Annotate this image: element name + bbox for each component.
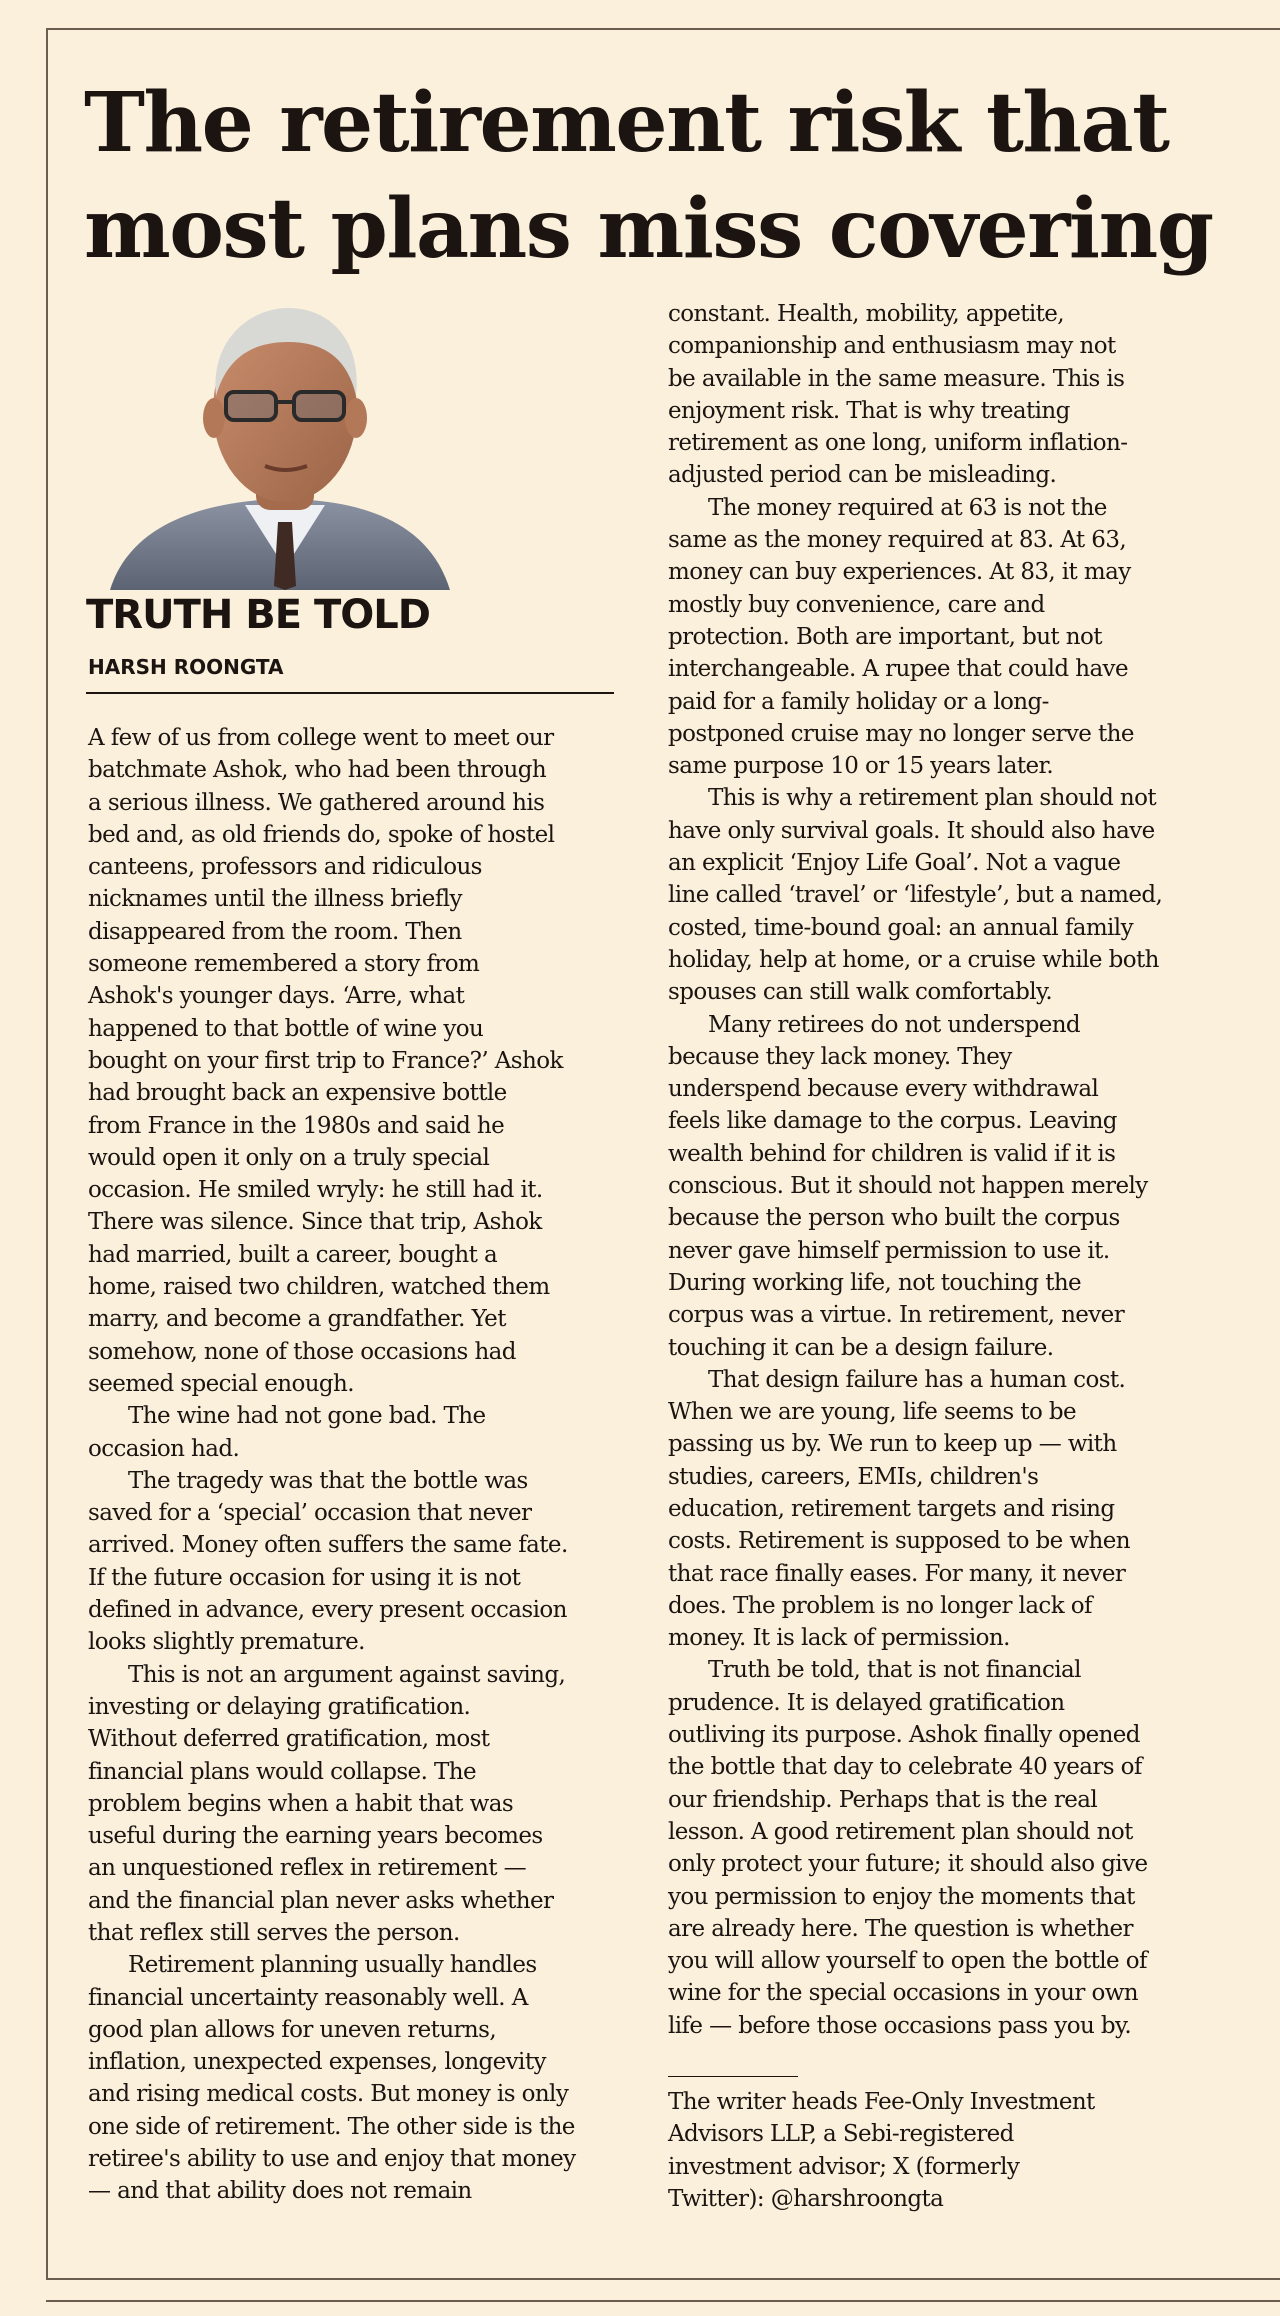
article-body-left-column [88, 722, 648, 2208]
body-paragraph: Retirement planning usually handles financial uncertainty reasonably well. A good plan allows for uneven returns, inflation, unexpected expenses, longevity and rising medical costs. But money is only one side of retirement. The other side is the retiree's ability to use and enjoy that money — and that ability does not remain [88, 1952, 576, 2205]
body-paragraph: This is why a retirement plan should not have only survival goals. It should also have an explicit ‘Enjoy Life Goal’. Not a vague line called ‘travel’ or ‘lifestyle’, but a named, costed, time-bound goal: an annual family holiday, help at home, or a cruise while both spouses can still walk comfortably. [668, 785, 1163, 1006]
column-title: TRUTH BE TOLD [86, 592, 430, 638]
article-headline: The retirement risk that most plans miss covering [84, 75, 1213, 277]
article-end-rule [668, 2076, 798, 2077]
body-paragraph: Many retirees do not underspend because they lack money. They underspend because every withdrawal feels like damage to the corpus. Leaving wealth behind for children is valid if it is conscious. But it should not happen merely because the person who built the corpus never gave himself permission to use it. During working life, not touching the corpus was a virtue. In retirement, never touching it can be a design failure. [668, 1011, 1148, 1361]
body-paragraph: The money required at 63 is not the same as the money required at 83. At 63, money can buy experiences. At 83, it may mostly buy convenience, care and protection. Both are important, but not interchangeable. A rupee that could have paid for a family holiday or a long- postponed cruise may no longer serve the same purpose 10 or 15 years later. [668, 494, 1134, 780]
portrait-ear-right [345, 398, 367, 438]
portrait-ear-left [203, 398, 225, 438]
author-byline: HARSH ROONGTA [88, 655, 284, 679]
article-body-right-column [668, 298, 1228, 2042]
author-portrait [110, 300, 450, 590]
body-paragraph: A few of us from college went to meet our batchmate Ashok, who had been through a serious illness. We gathered around his bed and, as old friends do, spoke of hostel canteens, professors and ridiculous nicknames until the illness briefly disappeared from the room. Then someone remembered a story from Ashok's younger days. ‘Arre, what happened to that bottle of wine you bought on your first trip to France?’ Ashok had brought back an expensive bottle from France in the 1980s and said he would open it only on a truly special occasion. He smiled wryly: he still had it. There was silence. Since that trip, Ashok had married, built a career, bought a home, raised two children, watched them marry, and become a grandfather. Yet somehow, none of those occasions had seemed special enough. [88, 725, 563, 1397]
author-bio: The writer heads Fee-Only Investment Advisors LLP, a Sebi-registered investment advisor; X (formerly Twitter): @harshroongta [668, 2089, 1095, 2212]
byline-divider [86, 692, 614, 694]
body-paragraph-continued: constant. Health, mobility, appetite, companionship and enthusiasm may not be available in the same measure. This is enjoyment risk. That is why treating retirement as one long, uniform inflation- adjusted period can be misleading. [668, 301, 1128, 489]
body-paragraph: The wine had not gone bad. The occasion had. [88, 1403, 486, 1462]
body-paragraph: The tragedy was that the bottle was saved for a ‘special’ occasion that never arrived. Money often suffers the same fate. If the future occasion for using it is not defined in advance, every present occasion looks slightly premature. [88, 1467, 568, 1656]
body-paragraph: This is not an argument against saving, investing or delaying gratification. Without deferred gratification, most financial plans would collapse. The problem begins when a habit that was useful during the earning years becomes an unquestioned reflex in retirement — and the financial plan never asks whether that reflex still serves the person. [88, 1661, 566, 1946]
page-bottom-rule [46, 2300, 1280, 2302]
body-paragraph: That design failure has a human cost. When we are young, life seems to be passing us by. We run to keep up — with studies, careers, EMIs, children's education, retirement targets and rising costs. Retirement is supposed to be when that race finally eases. For many, it never does. The problem is no longer lack of money. It is lack of permission. [668, 1366, 1130, 1652]
body-paragraph: Truth be told, that is not financial prudence. It is delayed gratification outliving its purpose. Ashok finally opened the bottle that day to celebrate 40 years of our friendship. Perhaps that is the real lesson. A good retirement plan should not only protect your future; it should also give you permission to enjoy the moments that are already here. The question is whether you will allow yourself to open the bottle of wine for the special occasions in your own life — before those occasions pass you by. [668, 1657, 1148, 2039]
